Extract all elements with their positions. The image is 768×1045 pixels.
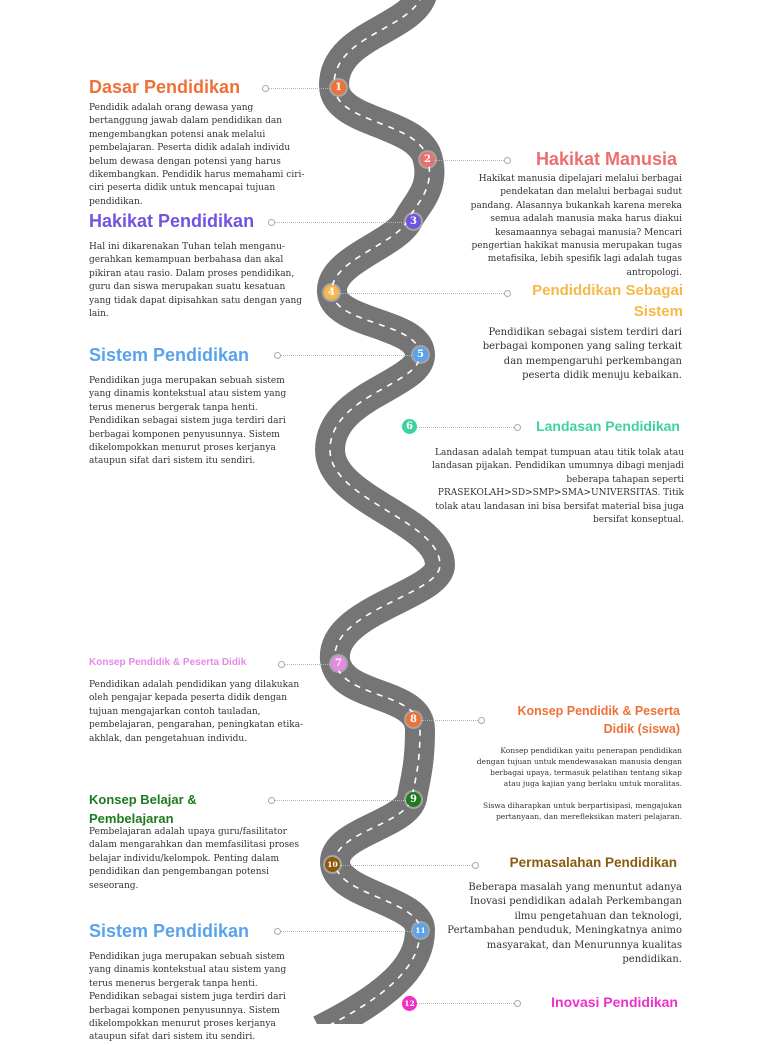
leader-dot [268,219,275,226]
leader-dot [478,717,485,724]
section-body-sistem-2: Pendidikan juga merupakan sebuah sistem yang dinamis kontekstual atau sistem yang terus menerus bergerak tanpa henti. Pendidikan sebagai sistem juga terdiri dari berbagai komponen penyusunnya. Sistem dikelompokkan menurut proses kerjanya ataupun sifat dari sistem itu sendiri. [89,952,287,1043]
leader-line [272,222,408,223]
leader-line [414,427,518,428]
step-pin-12: 12 [402,996,417,1011]
leader-dot [274,928,281,935]
leader-dot [278,661,285,668]
section-body-konsep-pendidik: Pendidikan adalah pendidikan yang dilakukan oleh pengajar kepada peserta didik dengan tujuan mengajarkan contoh tauladan, pembelajaran, pengarahan, peningkatan etika-akhlak, dan pengetahuan individu. [89,680,304,744]
section-body-dasar: Pendidik adalah orang dewasa yang bertanggung jawab dalam pendidikan dan mengembangkan potensi anak melalui pembelajaran. Peserta didik adalah individu belum dewasa dengan potensi yang harus dikembangkan. Pendidik harus memahami ciri-ciri peserta didik untuk mencapai tujuan pendidikan. [89,103,305,207]
section-body-hakikat-manusia: Hakikat manusia dipelajari melalui berbagai pendekatan dan melalui berbagai sudut pandang. Alasannya bukankah karena mereka semua adalah manusia maka harus diakui kesamaannya sebagai manusia? Mencari pengertian hakikat manusia merupakan tugas metafisika, lebih spesifik lagi adalah tugas antropologi. [470,174,682,278]
leader-dot [268,797,275,804]
leader-line [416,1003,518,1004]
section-body-landasan: Landasan adalah tempat tumpuan atau titik tolak atau landasan pijakan. Pendidikan umumnya dibagi menjadi beberapa tahapan seperti PRASEKOLAH>SD>SMP>SMA>UNIVERSITAS. Titik tolak atau landasan ini bisa bersifat material bisa juga bersifat konseptual. [432,448,684,526]
step-pin-10: 10 [325,857,340,872]
leader-line [340,865,476,866]
section-title-permasalahan: Permasalahan Pendidikan [509,855,677,870]
step-pin-3: 3 [406,214,421,229]
section-title-sistem-2: Sistem Pendidikan [89,921,250,941]
step-pin-4: 4 [324,285,339,300]
leader-line [282,664,334,665]
step-pin-9: 9 [406,792,421,807]
section-title-konsep-pendidik: Konsep Pendidik & Peserta Didik [89,657,247,668]
section-body-permasalahan: Beberapa masalah yang menuntut adanya Inovasi pendidikan adalah Perkembangan ilmu pengetahuan dan teknologi, Pertambahan penduduk, Meningkatnya animo masyarakat, dan Menurunnya kualitas pendidikan. [447,882,682,966]
section-title-hakikat-manusia: Hakikat Manusia [535,149,677,169]
section-body-konsep-siswa: Konsep pendidikan yaitu penerapan pendidikan dengan tujuan untuk mendewasakan manusia dengan berbagai upaya, termasuk pelatihan tentang sikap atau juga kajian yang berlaku untuk moralitas. [476,746,682,788]
leader-dot [514,1000,521,1007]
section-title-konsep-siswa: Konsep Pendidik & Peserta Didik (siswa) [517,704,680,736]
leader-line [278,355,414,356]
step-pin-11: 11 [413,923,428,938]
leader-line [434,160,508,161]
section-body-hakikat-pendidikan: Hal ini dikarenakan Tuhan telah menganu- gerahkan kemampuan berbahasa dan akal pikiran atau rasio. Dalam proses pendidikan, guru dan siswa merupakan suatu kesatuan yang tidak dapat dipisahkan satu dengan yang lain. [89,242,303,320]
section-body-sistem: Pendidikan juga merupakan sebuah sistem yang dinamis kontekstual atau sistem yang terus menerus bergerak tanpa henti. Pendidikan sebagai sistem juga terdiri dari berbagai komponen penyusunnya. Sistem dikelompokkan menurut proses kerjanya ataupun sifat dari sistem itu sendiri. [89,376,287,467]
leader-dot [262,85,269,92]
section-title-hakikat-pendidikan: Hakikat Pendidikan [89,211,255,231]
step-pin-2: 2 [420,152,435,167]
section-title-sistem: Sistem Pendidikan [89,345,250,365]
step-pin-8: 8 [406,712,421,727]
leader-line [338,293,508,294]
section-title-dasar: Dasar Pendidikan [89,77,241,97]
step-pin-7: 7 [331,656,346,671]
leader-line [420,720,482,721]
section-body-sebagai-sistem: Pendidikan sebagai sistem terdiri dari berbagai komponen yang saling terkait dan mempengaruhi perkembangan peserta didik menuju kebaikan. [482,327,682,382]
leader-dot [274,352,281,359]
step-pin-6: 6 [402,419,417,434]
section-body-belajar: Pembelajaran adalah upaya guru/fasilitator dalam mengarahkan dan memfasilitasi proses belajar individu/kelompok. Penting dalam pendidikan dan pengembangan potensi seseorang. [89,827,300,891]
step-pin-1: 1 [331,80,346,95]
leader-line [266,88,330,89]
section-title-belajar: Konsep Belajar & Pembelajaran [89,792,197,826]
leader-line [272,800,408,801]
leader-line [278,931,414,932]
section-title-inovasi: Inovasi Pendidikan [551,994,678,1010]
section-body-konsep-siswa-2: Siswa diharapkan untuk berpartisipasi, mengajukan pertanyaan, dan merefleksikan materi pelajaran. [483,801,682,821]
leader-dot [472,862,479,869]
step-pin-5: 5 [413,347,428,362]
section-title-sebagai-sistem: Pendiddikan Sebagai Sistem [532,282,683,320]
section-title-landasan: Landasan Pendidikan [536,418,680,434]
